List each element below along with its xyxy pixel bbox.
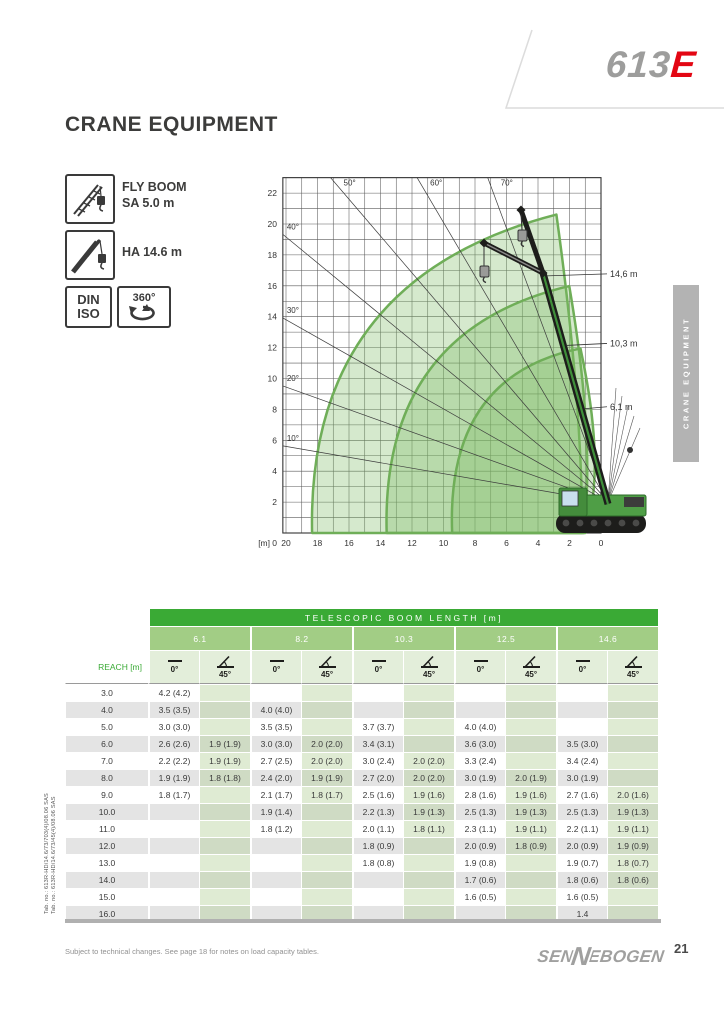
load-value-cell-empty: [454, 701, 505, 718]
section-tab-label: CRANE EQUIPMENT: [681, 316, 691, 430]
x-tick-label: 8: [472, 538, 478, 548]
ha-label: HA 14.6 m: [122, 245, 182, 259]
reach-value: 7.0: [65, 752, 148, 769]
y-tick-label: 6: [272, 435, 277, 446]
load-value-cell: 1.8 (0.9): [505, 837, 556, 854]
load-value-cell: 2.0 (2.0): [301, 735, 352, 752]
load-value-cell: 1.8 (1.2): [250, 820, 301, 837]
load-value-cell-empty: [403, 718, 454, 735]
y-tick-label: 16: [267, 280, 277, 291]
y-zero-label: 0: [272, 538, 277, 548]
load-value-cell-empty: [148, 803, 199, 820]
load-value-cell-empty: [148, 837, 199, 854]
load-value-cell-empty: [199, 820, 250, 837]
angle-45-icon: [404, 655, 454, 670]
brand-part1: SEN: [536, 947, 575, 966]
iso-label: ISO: [77, 306, 100, 321]
angle-header-label: 0°: [170, 665, 179, 675]
boom-length-header: 14.6: [556, 626, 658, 650]
load-value-cell-empty: [301, 871, 352, 888]
angle-45-icon: [200, 655, 250, 670]
load-value-cell: 2.0 (2.0): [403, 769, 454, 786]
load-value-cell: 3.3 (2.4): [454, 752, 505, 769]
reach-value: 8.0: [65, 769, 148, 786]
load-value-cell-empty: [301, 888, 352, 905]
load-value-cell: 2.8 (1.6): [454, 786, 505, 803]
angle-header-0: [352, 650, 403, 684]
table-row: [65, 701, 658, 718]
model-number: 613: [604, 44, 672, 85]
working-range-chart: [256, 170, 716, 570]
hook-block: [518, 230, 527, 241]
angle-header-0: [148, 650, 199, 684]
load-value-cell-empty: [250, 888, 301, 905]
table-row: [65, 854, 658, 871]
load-value-cell-empty: [556, 684, 607, 701]
x-tick-label: 14: [375, 538, 386, 548]
load-value-cell: 1.9 (0.9): [607, 837, 658, 854]
angle-header-label: 45°: [320, 670, 334, 679]
table-row: [65, 888, 658, 905]
load-value-cell: 2.5 (1.6): [352, 786, 403, 803]
load-value-cell-empty: [403, 871, 454, 888]
table-row: [65, 803, 658, 820]
hoist-rope: [608, 416, 634, 502]
load-value-cell: 1.8 (0.6): [607, 871, 658, 888]
load-value-cell-empty: [505, 888, 556, 905]
x-tick-label: 20: [281, 538, 291, 548]
angle-header-label: 0°: [374, 665, 383, 675]
load-value-cell: 1.8 (0.8): [352, 854, 403, 871]
load-value-cell: 2.3 (1.1): [454, 820, 505, 837]
fly-boom-label-line2: SA 5.0 m: [122, 196, 175, 210]
load-value-cell-empty: [403, 701, 454, 718]
load-value-cell-empty: [607, 701, 658, 718]
y-tick-label: 10: [267, 373, 277, 384]
crawler-tracks: [556, 514, 646, 533]
load-value-cell: 2.2 (1.3): [352, 803, 403, 820]
table-row: [65, 769, 658, 786]
reach-value: 15.0: [65, 888, 148, 905]
rotation-label: 360°: [132, 291, 156, 304]
angle-label: 70°: [500, 178, 513, 188]
angle-header-label: 45°: [422, 670, 436, 679]
load-value-cell: 1.8 (0.6): [556, 871, 607, 888]
angle-0-icon: [252, 660, 301, 663]
load-value-cell-empty: [403, 837, 454, 854]
load-value-cell-empty: [403, 888, 454, 905]
load-value-cell-empty: [505, 735, 556, 752]
load-value-cell: 1.9 (1.3): [403, 803, 454, 820]
load-value-cell: 3.0 (1.9): [454, 769, 505, 786]
angle-header-0: [250, 650, 301, 684]
load-value-cell-empty: [199, 803, 250, 820]
table-bottom-bar: [65, 919, 661, 923]
load-value-cell-empty: [199, 684, 250, 701]
rotation-arrows-icon: [126, 304, 162, 322]
load-value-cell: 3.7 (3.7): [352, 718, 403, 735]
load-value-cell: 2.2 (2.2): [148, 752, 199, 769]
load-value-cell: 3.0 (2.4): [352, 752, 403, 769]
boom-length-row: [65, 626, 658, 650]
footer-note: Subject to technical changes. See page 18 for notes on load capacity tables.: [65, 947, 319, 956]
load-value-cell-empty: [148, 820, 199, 837]
rotation-360-badge: [117, 286, 171, 328]
load-value-cell-empty: [403, 735, 454, 752]
x-tick-label: 6: [504, 538, 509, 548]
load-value-cell-empty: [556, 718, 607, 735]
table-row: [65, 820, 658, 837]
angle-header-0: [454, 650, 505, 684]
load-value-cell-empty: [505, 718, 556, 735]
y-tick-label: 2: [272, 497, 277, 508]
load-value-cell: 3.4 (3.1): [352, 735, 403, 752]
y-tick-label: 20: [267, 219, 277, 229]
page-title: CRANE EQUIPMENT: [65, 113, 278, 136]
load-value-cell-empty: [250, 837, 301, 854]
angle-header-label: 45°: [524, 670, 538, 679]
brand-big-n: N: [569, 941, 593, 971]
fly-boom-label: [122, 179, 187, 211]
load-value-cell: 2.2 (1.1): [556, 820, 607, 837]
load-value-cell-empty: [352, 684, 403, 701]
x-tick-label: 16: [344, 538, 354, 548]
track-roller: [633, 520, 640, 527]
load-value-cell: 2.5 (1.3): [454, 803, 505, 820]
reach-value: 6.0: [65, 735, 148, 752]
load-value-cell-empty: [556, 701, 607, 718]
load-value-cell-empty: [301, 684, 352, 701]
load-value-cell: 1.9 (1.6): [403, 786, 454, 803]
load-value-cell: 1.6 (0.5): [454, 888, 505, 905]
load-value-cell-empty: [607, 888, 658, 905]
load-value-cell-empty: [352, 701, 403, 718]
angle-label: 50°: [343, 178, 356, 188]
load-value-cell-empty: [199, 786, 250, 803]
load-value-cell: 1.8 (1.1): [403, 820, 454, 837]
page-number: 21: [674, 941, 689, 956]
reach-header: REACH [m]: [65, 650, 148, 684]
load-value-cell-empty: [148, 871, 199, 888]
ha-boom-glyph: [67, 232, 113, 278]
y-tick-label: 4: [272, 466, 277, 477]
load-value-cell: 1.9 (1.4): [250, 803, 301, 820]
load-value-cell: 2.7 (2.0): [352, 769, 403, 786]
sennebogen-logo: [536, 938, 667, 969]
load-value-cell-empty: [301, 718, 352, 735]
load-value-cell-empty: [403, 684, 454, 701]
hoist-rope: [608, 406, 628, 502]
table-row: [65, 871, 658, 888]
model-series-letter: E: [668, 44, 698, 85]
load-value-cell: 2.7 (2.5): [250, 752, 301, 769]
load-value-cell: 1.9 (1.9): [148, 769, 199, 786]
reach-value: 9.0: [65, 786, 148, 803]
load-value-cell: 1.9 (0.8): [454, 854, 505, 871]
cab-window: [562, 491, 578, 506]
table-row: [65, 837, 658, 854]
angle-45-icon: [608, 655, 658, 670]
angle-0-icon: [456, 660, 505, 663]
angle-header-0: [556, 650, 607, 684]
angle-45-icon: [506, 655, 556, 670]
load-value-cell-empty: [199, 701, 250, 718]
table-row: [65, 786, 658, 803]
table-revision-note: [44, 793, 58, 914]
load-value-cell-empty: [352, 888, 403, 905]
angle-header-label: 0°: [476, 665, 485, 675]
boom-length-header: 10.3: [352, 626, 454, 650]
load-value-cell-empty: [454, 684, 505, 701]
track-roller: [577, 520, 584, 527]
load-value-cell: 1.9 (1.6): [505, 786, 556, 803]
load-value-cell: 2.0 (1.6): [607, 786, 658, 803]
boom-length-header: 8.2: [250, 626, 352, 650]
load-value-cell: 1.9 (1.1): [607, 820, 658, 837]
load-value-cell-empty: [301, 803, 352, 820]
reach-value: 14.0: [65, 871, 148, 888]
load-value-cell-empty: [199, 871, 250, 888]
table-row: [65, 718, 658, 735]
load-value-cell: 3.0 (1.9): [556, 769, 607, 786]
reach-value: 13.0: [65, 854, 148, 871]
table-row: [65, 684, 658, 701]
table-corner-spacer: [65, 626, 148, 650]
model-logo: [604, 44, 697, 86]
angle-header-label: 0°: [578, 665, 587, 675]
x-tick-label: 0: [598, 538, 604, 548]
angle-0-icon: [150, 660, 199, 663]
x-tick-label: 18: [312, 538, 323, 548]
axis-unit-label: [m]: [258, 538, 270, 548]
load-value-cell: 1.8 (0.9): [352, 837, 403, 854]
y-tick-label: 18: [267, 249, 277, 260]
load-value-cell-empty: [250, 854, 301, 871]
load-value-cell: 2.4 (2.0): [250, 769, 301, 786]
angle-header-45: [301, 650, 352, 684]
ha-boom-icon: [65, 230, 115, 280]
load-value-cell-empty: [199, 854, 250, 871]
load-value-cell-empty: [607, 684, 658, 701]
load-value-cell: 1.4: [556, 905, 607, 922]
x-tick-label: 10: [438, 538, 449, 548]
load-value-cell: 1.8 (0.7): [607, 854, 658, 871]
load-value-cell-empty: [301, 820, 352, 837]
angle-header-45: [403, 650, 454, 684]
load-value-cell: 2.0 (0.9): [556, 837, 607, 854]
brand-part2: EBOGEN: [587, 947, 666, 966]
angle-label: 10°: [286, 433, 299, 443]
load-value-cell: 3.0 (3.0): [148, 718, 199, 735]
load-value-cell: 2.0 (0.9): [454, 837, 505, 854]
angle-label: 40°: [286, 222, 299, 232]
load-value-cell: 3.0 (3.0): [250, 735, 301, 752]
load-value-cell-empty: [199, 888, 250, 905]
load-value-cell-empty: [505, 871, 556, 888]
angle-label: 20°: [286, 373, 299, 383]
load-value-cell: 2.0 (2.0): [301, 752, 352, 769]
reach-value: 11.0: [65, 820, 148, 837]
angle-header-row: [65, 650, 658, 684]
din-label: DIN: [77, 292, 100, 307]
angle-label: 60°: [430, 178, 443, 188]
load-value-cell-empty: [148, 854, 199, 871]
load-value-cell: 2.5 (1.3): [556, 803, 607, 820]
load-value-cell-empty: [301, 837, 352, 854]
load-value-cell-empty: [607, 718, 658, 735]
load-value-cell-empty: [505, 854, 556, 871]
boom-length-label: 14,6 m: [610, 268, 638, 279]
y-tick-label: 14: [267, 311, 277, 322]
counterweight: [624, 497, 644, 507]
load-value-cell-empty: [250, 684, 301, 701]
x-tick-label: 12: [407, 538, 417, 548]
load-value-cell-empty: [301, 854, 352, 871]
boom-length-header: 6.1: [148, 626, 250, 650]
y-tick-label: 8: [272, 404, 277, 415]
load-value-cell: 1.7 (0.6): [454, 871, 505, 888]
load-value-cell: 1.9 (0.7): [556, 854, 607, 871]
load-value-cell: 3.5 (3.5): [250, 718, 301, 735]
load-value-cell: 2.6 (2.6): [148, 735, 199, 752]
angle-header-label: 45°: [626, 670, 640, 679]
load-value-cell: 2.1 (1.7): [250, 786, 301, 803]
load-value-cell: 1.9 (1.9): [199, 735, 250, 752]
fly-boom-icon: [65, 174, 115, 224]
fly-boom-label-line1: FLY BOOM: [122, 180, 187, 194]
angle-header-label: 0°: [272, 665, 281, 675]
load-value-cell-empty: [505, 684, 556, 701]
load-value-cell-empty: [607, 735, 658, 752]
table-row: [65, 735, 658, 752]
load-value-cell-empty: [607, 769, 658, 786]
load-value-cell-empty: [199, 718, 250, 735]
load-value-cell: 1.8 (1.7): [148, 786, 199, 803]
x-tick-label: 4: [535, 538, 541, 548]
boom-length-label: 10,3 m: [610, 338, 638, 349]
load-value-cell-empty: [505, 752, 556, 769]
track-roller: [591, 520, 598, 527]
load-value-cell-empty: [250, 871, 301, 888]
angle-0-icon: [354, 660, 403, 663]
reach-value: 3.0: [65, 684, 148, 701]
load-value-cell: 1.9 (1.3): [607, 803, 658, 820]
table-title-row: [65, 608, 658, 626]
load-value-cell-empty: [301, 701, 352, 718]
load-value-cell: 2.7 (1.6): [556, 786, 607, 803]
table-revision-line2: Tab. no.: 613R-HD/14.6/73/45(4)/08.06 SAS: [51, 796, 57, 914]
load-value-cell: 4.0 (4.0): [250, 701, 301, 718]
load-value-cell: 3.5 (3.5): [148, 701, 199, 718]
load-value-cell-empty: [352, 871, 403, 888]
load-value-cell: 1.8 (1.8): [199, 769, 250, 786]
x-tick-label: 2: [567, 538, 572, 548]
table-title: TELESCOPIC BOOM LENGTH [m]: [148, 608, 658, 626]
load-value-cell: 4.2 (4.2): [148, 684, 199, 701]
boom-length-label: 6,1 m: [610, 401, 633, 412]
track-roller: [619, 520, 626, 527]
load-value-cell: 1.9 (1.3): [505, 803, 556, 820]
load-value-cell: 1.9 (1.9): [199, 752, 250, 769]
boom-length-header: 12.5: [454, 626, 556, 650]
hook-block: [480, 266, 489, 277]
fly-boom-glyph: [67, 176, 113, 222]
load-value-cell: 3.6 (3.0): [454, 735, 505, 752]
track-roller: [563, 520, 570, 527]
angle-header-45: [505, 650, 556, 684]
y-tick-label: 22: [267, 188, 277, 199]
angle-header-label: 45°: [218, 670, 232, 679]
load-value-cell: 1.6 (0.5): [556, 888, 607, 905]
load-value-cell: 3.4 (2.4): [556, 752, 607, 769]
load-value-cell: 2.0 (1.9): [505, 769, 556, 786]
angle-0-icon: [558, 660, 607, 663]
load-value-cell: 1.9 (1.1): [505, 820, 556, 837]
load-value-cell: 2.0 (1.1): [352, 820, 403, 837]
y-tick-label: 12: [267, 342, 277, 353]
load-value-cell: 1.8 (1.7): [301, 786, 352, 803]
table-corner-spacer: [65, 608, 148, 626]
load-value-cell-empty: [199, 837, 250, 854]
hook-block-pulley: [627, 447, 633, 453]
load-value-cell: 2.0 (2.0): [403, 752, 454, 769]
angle-label: 30°: [286, 305, 299, 315]
load-capacity-table: [65, 608, 658, 922]
table-revision-line1: Tab. no.: 613R-HD/14.6/73/703(4)/08.06 SAS: [44, 793, 50, 914]
load-value-cell: 1.9 (1.9): [301, 769, 352, 786]
track-roller: [605, 520, 612, 527]
angle-header-45: [607, 650, 658, 684]
table-row: [65, 752, 658, 769]
working-range-envelopes: [312, 215, 595, 533]
reach-value: 12.0: [65, 837, 148, 854]
load-value-cell: 4.0 (4.0): [454, 718, 505, 735]
load-value-cell-empty: [607, 752, 658, 769]
reach-value: 16.0: [65, 905, 148, 922]
angle-header-45: [199, 650, 250, 684]
angle-45-icon: [302, 655, 352, 670]
load-value-cell-empty: [505, 701, 556, 718]
reach-value: 10.0: [65, 803, 148, 820]
load-value-cell: 3.5 (3.0): [556, 735, 607, 752]
reach-value: 5.0: [65, 718, 148, 735]
load-value-cell-empty: [403, 854, 454, 871]
reach-value: 4.0: [65, 701, 148, 718]
din-iso-badge: [65, 286, 112, 328]
load-value-cell-empty: [148, 888, 199, 905]
